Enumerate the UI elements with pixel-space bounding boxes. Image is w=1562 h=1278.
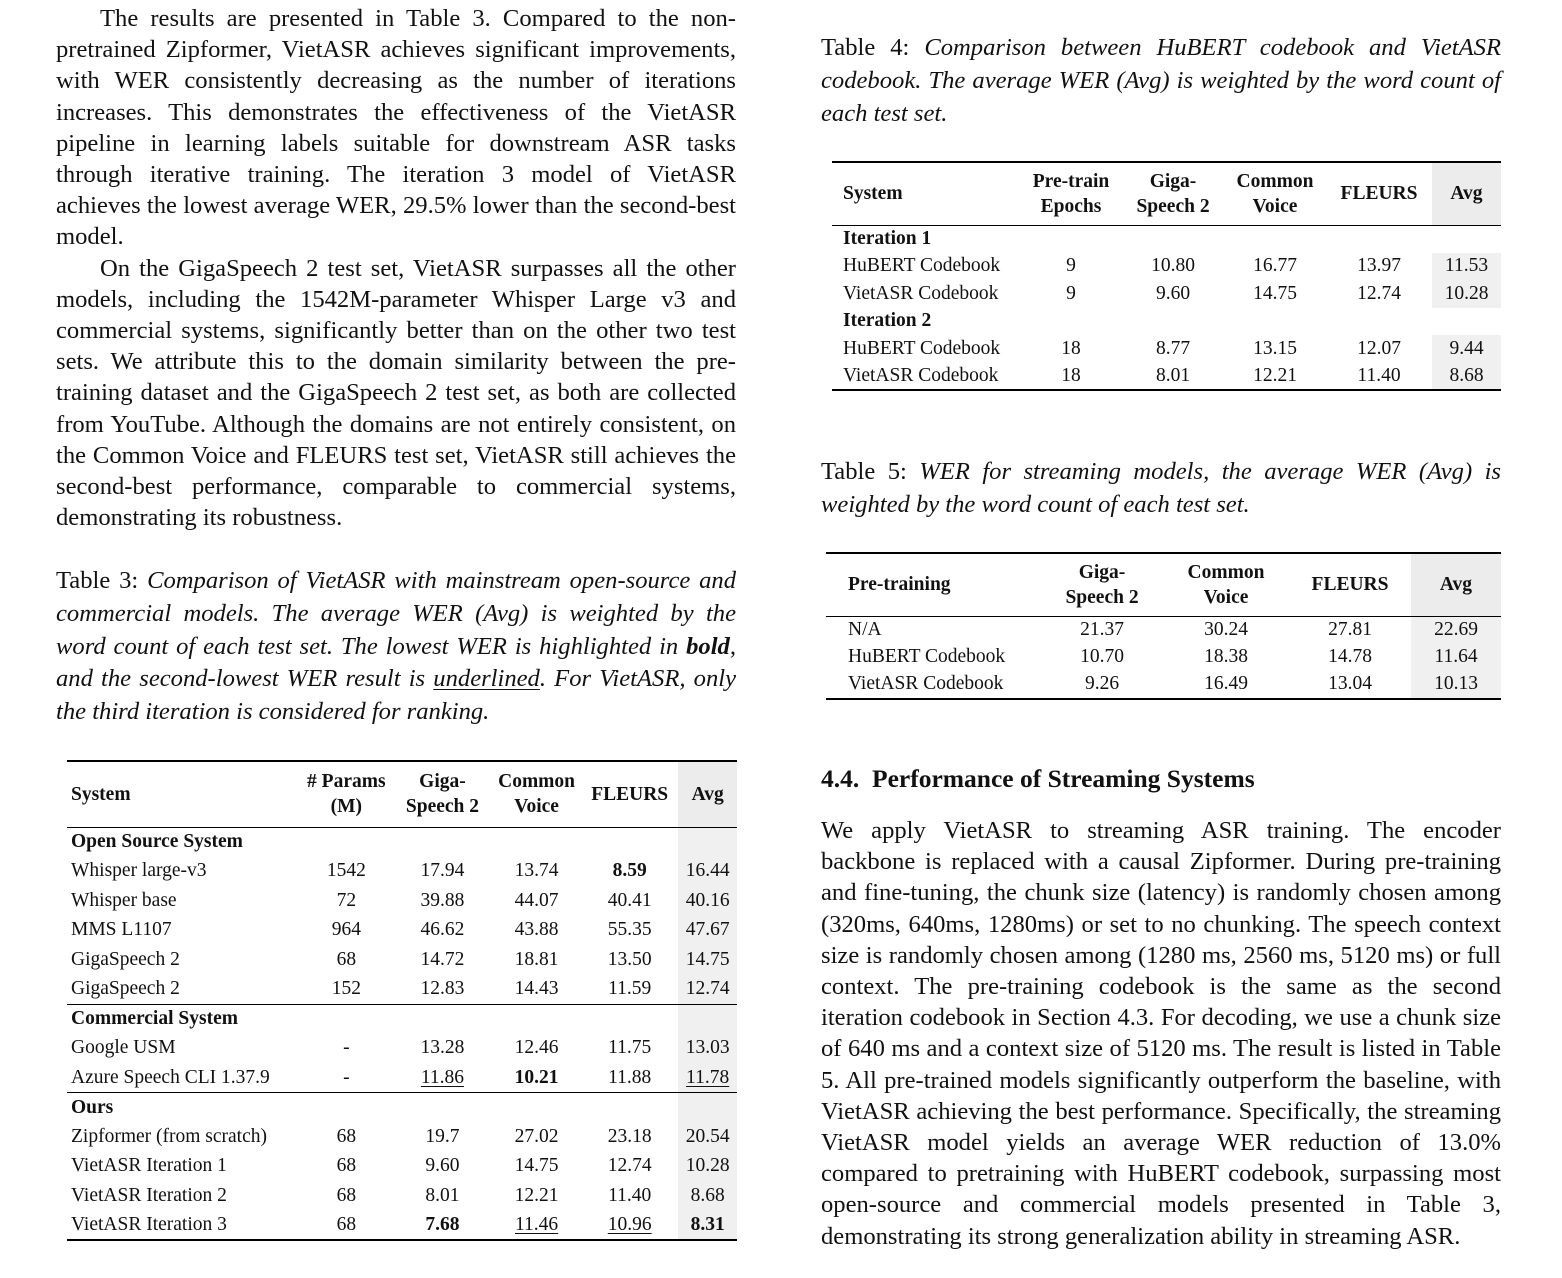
giga-cell: 13.28: [420, 1037, 465, 1059]
streaming-paragraph: We apply VietASR to streaming ASR training. The encoder backbone is replaced with a causal Zipformer. During pre-training and fine-tuning, the chunk size (latency) is randomly chosen among (320ms, 640ms, 1280ms) or set to no chunking. The speech context size is randomly chosen among (1280 ms, 2560 ms, 5120 ms) or full context. The pre-training codebook is the same as the second iteration codebook in Section 4.3. For decoding, we use a chunk size of 640 ms and a context size of 5120 ms. The result is listed in Table 5. All pre-trained models significantly outperform the baseline, with VietASR achieving the best performance. Specifically, the streaming VietASR model yields an average WER reduction of 13.0% compared to pretraining with HuBERT codebook, surpassing most open-source and commercial models presented in Table 3, demonstrating its strong generalization ability in streaming ASR.: [821, 817, 1501, 1250]
fleurs-cell: 11.59: [608, 978, 652, 999]
pretraining-cell: N/A: [848, 619, 882, 640]
cv-cell: 18.38: [1204, 646, 1248, 668]
avg-cell: 22.69: [1411, 616, 1501, 644]
system-cell: Azure Speech CLI 1.37.9: [71, 1066, 270, 1088]
giga-cell: 10.80: [1151, 255, 1195, 277]
epochs-cell: 18: [1061, 337, 1081, 359]
params-cell: 68: [336, 1213, 357, 1235]
giga-cell: 8.77: [1155, 337, 1191, 359]
table3-caption-label: Table 3:: [56, 567, 139, 594]
table-group-row: [832, 308, 1501, 336]
avg-cell: 16.44: [678, 857, 737, 887]
params-cell: -: [343, 1037, 350, 1059]
table3-caption-underlined: underlined: [433, 665, 540, 693]
giga-cell: 9.60: [1155, 282, 1191, 304]
params-cell: 964: [331, 919, 361, 941]
table4: [832, 161, 1501, 391]
giga-cell: 39.88: [420, 889, 465, 911]
params-cell: 152: [331, 978, 361, 999]
group-title: Commercial System: [71, 1008, 238, 1029]
avg-cell: 9.44: [1432, 335, 1501, 363]
group-title: Iteration 1: [843, 228, 932, 249]
fleurs-cell: 14.78: [1328, 646, 1372, 668]
params-cell: -: [343, 1066, 350, 1088]
epochs-cell: 9: [1066, 282, 1076, 304]
avg-cell-blank: [1432, 308, 1501, 336]
avg-cell: 40.16: [678, 886, 737, 916]
fleurs-cell: 8.59: [612, 860, 647, 882]
gigaspeech-paragraph: On the GigaSpeech 2 test set, VietASR surpasses all the other models, including the 1542M-parameter Whisper Large v3 and commercial systems, significantly better than on the other two test sets. We attribute this to the domain similarity between the pre-training dataset and the GigaSpeech 2 test set, as both are collected from YouTube. Although the domains are not entirely consistent, on the Common Voice and FLEURS test set, VietASR still achieves the second-best performance, comparable to commercial systems, demonstrating its robustness.: [56, 254, 736, 532]
system-cell: MMS L1107: [71, 919, 172, 941]
fleurs-cell: 13.04: [1328, 673, 1372, 695]
table-row: [826, 644, 1501, 672]
fleurs-cell: 12.07: [1357, 337, 1401, 359]
table-row: [832, 335, 1501, 363]
t3-header-params: # Params (M): [307, 771, 386, 818]
t3-header-giga: Giga- Speech 2: [405, 771, 480, 818]
system-cell: VietASR Codebook: [843, 282, 999, 304]
epochs-cell: 9: [1066, 255, 1076, 277]
table-row: [67, 1181, 737, 1211]
giga-cell: 14.72: [420, 948, 465, 970]
epochs-cell: 18: [1061, 364, 1081, 386]
table5-caption-text: WER for streaming models, the average WER (Avg) is weighted by the word count of each test set.: [821, 458, 1501, 518]
table-row: [826, 671, 1501, 699]
giga-cell: 12.83: [420, 978, 465, 999]
giga-cell: 9.60: [425, 1155, 460, 1177]
results-paragraph: The results are presented in Table 3. Compared to the non-pretrained Zipformer, VietASR achieves significant improvements, with WER consistently decreasing as the number of iterations increases. This demonstrates the effectiveness of the VietASR pipeline in learning labels suitable for downstream ASR tasks through iterative training. The iteration 3 model of VietASR achieves the lowest average WER, 29.5% lower than the second-best model.: [56, 5, 736, 251]
avg-cell: 11.53: [1432, 253, 1501, 281]
fleurs-cell: 27.81: [1328, 619, 1372, 640]
fleurs-cell: 23.18: [607, 1125, 652, 1147]
cv-cell: 12.46: [514, 1037, 559, 1059]
t4-header-giga: Giga- Speech 2: [1136, 170, 1210, 217]
avg-cell: 10.28: [678, 1152, 737, 1182]
fleurs-cell: 11.40: [608, 1184, 652, 1206]
params-cell: 1542: [326, 860, 366, 882]
system-cell: VietASR Iteration 2: [71, 1184, 227, 1206]
giga-cell: 9.26: [1084, 673, 1120, 695]
system-cell: VietASR Iteration 3: [71, 1213, 227, 1235]
fleurs-cell: 10.96: [607, 1213, 652, 1235]
cv-cell: 13.74: [514, 860, 559, 882]
table-row: [67, 1211, 737, 1241]
giga-cell: 7.68: [425, 1213, 460, 1235]
t4-header-fleurs: FLEURS: [1340, 183, 1418, 205]
fleurs-cell: 13.97: [1357, 255, 1401, 277]
avg-cell: 14.75: [678, 945, 737, 975]
system-cell: Zipformer (from scratch): [71, 1125, 267, 1147]
table3-caption-part3: . For VietASR, only the third iteration is considered for ranking.: [56, 665, 736, 726]
table-row: [67, 857, 737, 887]
table3-caption-bold: bold: [686, 632, 730, 660]
fleurs-cell: 11.40: [1357, 364, 1401, 386]
table-row: [826, 616, 1501, 644]
avg-cell-blank: [678, 1004, 737, 1034]
table-row: [67, 1122, 737, 1152]
table-row: [67, 916, 737, 946]
table3: [67, 760, 737, 1241]
table3-caption-part2: , and the second-lowest WER result is: [56, 632, 736, 693]
table4-caption: [821, 32, 1501, 130]
t3-header-fleurs: FLEURS: [591, 783, 669, 805]
cv-cell: 14.75: [514, 1155, 559, 1177]
t5-header-avg: Avg: [1411, 553, 1501, 616]
params-cell: 72: [336, 889, 357, 911]
avg-cell: 8.31: [678, 1211, 737, 1241]
params-cell: 68: [336, 1125, 357, 1147]
cv-cell: 14.75: [1253, 282, 1297, 304]
cv-cell: 13.15: [1253, 337, 1297, 359]
table5: [826, 552, 1501, 700]
table-row: [67, 1152, 737, 1182]
fleurs-cell: 12.74: [607, 1155, 652, 1177]
system-cell: HuBERT Codebook: [843, 255, 1001, 277]
avg-cell-blank: [1432, 225, 1501, 253]
avg-cell-blank: [678, 827, 737, 857]
cv-cell: 12.21: [1253, 364, 1297, 386]
system-cell: GigaSpeech 2: [71, 978, 180, 999]
avg-cell: 13.03: [678, 1034, 737, 1064]
cv-cell: 27.02: [514, 1125, 559, 1147]
giga-cell: 11.86: [420, 1066, 465, 1088]
table4-caption-label: Table 4:: [821, 34, 910, 61]
avg-cell-blank: [678, 1093, 737, 1123]
table3-caption-part1: Comparison of VietASR with mainstream open-source and commercial models. The average WER (Avg) is weighted by the word count of each test set. The lowest WER is highlighted in: [56, 567, 737, 660]
t4-header-epochs: Pre-train Epochs: [1032, 170, 1110, 217]
table-row: [67, 886, 737, 916]
avg-cell: 20.54: [678, 1122, 737, 1152]
giga-cell: 8.01: [1155, 364, 1191, 386]
giga-cell: 8.01: [425, 1184, 460, 1206]
params-cell: 68: [336, 948, 357, 970]
group-title: Open Source System: [71, 831, 243, 852]
giga-cell: 19.7: [425, 1125, 460, 1147]
table-row: [67, 975, 737, 1005]
table-group-row: [832, 225, 1501, 253]
giga-cell: 46.62: [420, 919, 465, 941]
t5-header-cv: Common Voice: [1187, 561, 1265, 608]
avg-cell: 47.67: [678, 916, 737, 946]
system-cell: HuBERT Codebook: [843, 337, 1001, 359]
t5-header-giga: Giga- Speech 2: [1065, 561, 1139, 608]
system-cell: VietASR Codebook: [843, 364, 999, 386]
table5-caption: [821, 456, 1501, 522]
cv-cell: 30.24: [1204, 619, 1248, 640]
table-group-row: [67, 1093, 737, 1123]
table-row: [67, 1034, 737, 1064]
cv-cell: 18.81: [514, 948, 559, 970]
fleurs-cell: 40.41: [607, 889, 652, 911]
t4-header-cv: Common Voice: [1236, 170, 1314, 217]
fleurs-cell: 11.75: [608, 1037, 652, 1059]
t5-header-fleurs: FLEURS: [1311, 574, 1389, 596]
system-cell: VietASR Iteration 1: [71, 1155, 227, 1177]
fleurs-cell: 13.50: [607, 948, 652, 970]
system-cell: Whisper base: [71, 889, 177, 911]
cv-cell: 16.77: [1253, 255, 1297, 277]
table3-caption: [56, 565, 736, 729]
avg-cell: 12.74: [678, 975, 737, 1005]
system-cell: Whisper large-v3: [71, 860, 207, 882]
section-heading: [821, 764, 1501, 794]
avg-cell: 11.64: [1411, 644, 1501, 672]
section-title: Performance of Streaming Systems: [872, 764, 1255, 793]
t3-header-system: System: [71, 783, 131, 805]
cv-cell: 11.46: [515, 1213, 559, 1235]
cv-cell: 16.49: [1204, 673, 1248, 695]
cv-cell: 43.88: [514, 919, 559, 941]
group-title: Ours: [71, 1096, 114, 1118]
params-cell: 68: [336, 1155, 357, 1177]
fleurs-cell: 55.35: [607, 919, 652, 941]
table-group-row: [67, 827, 737, 857]
pretraining-cell: HuBERT Codebook: [848, 646, 1006, 668]
t3-header-cv: Common Voice: [498, 771, 576, 818]
cv-cell: 12.21: [514, 1184, 559, 1206]
avg-cell: 8.68: [1432, 363, 1501, 391]
cv-cell: 44.07: [514, 889, 559, 911]
avg-cell: 11.78: [678, 1063, 737, 1093]
section-number: 4.4.: [821, 764, 860, 793]
table4-caption-text: Comparison between HuBERT codebook and VietASR codebook. The average WER (Avg) is weighted by the word count of each test set.: [821, 34, 1501, 127]
table-row: [832, 253, 1501, 281]
table-row: [832, 363, 1501, 391]
t4-header-avg: Avg: [1432, 162, 1501, 225]
table-row: [67, 945, 737, 975]
table-row: [832, 280, 1501, 308]
giga-cell: 17.94: [420, 860, 465, 882]
table-group-row: [67, 1004, 737, 1034]
system-cell: Google USM: [71, 1037, 176, 1059]
t5-header-pretraining: Pre-training: [848, 574, 951, 596]
t3-header-avg: Avg: [678, 761, 737, 827]
params-cell: 68: [336, 1184, 357, 1206]
table-row: [67, 1063, 737, 1093]
avg-cell: 10.28: [1432, 280, 1501, 308]
giga-cell: 21.37: [1080, 619, 1124, 640]
fleurs-cell: 11.88: [608, 1066, 652, 1088]
avg-cell: 8.68: [678, 1181, 737, 1211]
avg-cell: 10.13: [1411, 671, 1501, 699]
fleurs-cell: 12.74: [1357, 282, 1401, 304]
giga-cell: 10.70: [1080, 646, 1124, 668]
system-cell: GigaSpeech 2: [71, 948, 180, 970]
table5-caption-label: Table 5:: [821, 458, 907, 485]
cv-cell: 14.43: [514, 978, 559, 999]
pretraining-cell: VietASR Codebook: [848, 673, 1004, 695]
group-title: Iteration 2: [843, 310, 932, 332]
cv-cell: 10.21: [514, 1066, 559, 1088]
t4-header-system: System: [843, 183, 903, 205]
